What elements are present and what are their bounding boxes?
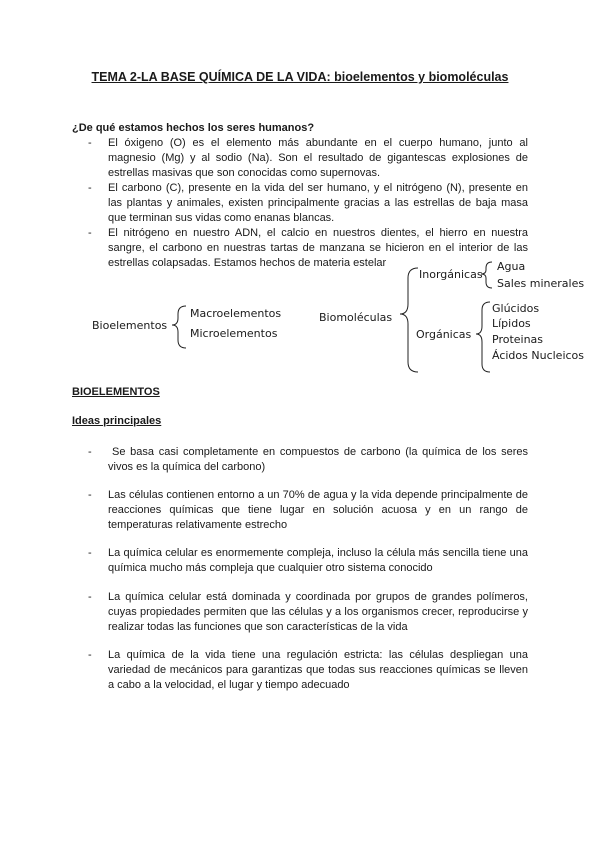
bioelementos-label: Bioelementos xyxy=(92,319,168,332)
bullet-marker: - xyxy=(88,182,92,194)
intro-bullet-3: El nitrógeno en nuestro ADN, el calcio en nuestros dientes, el hierro en nuestra sangre, el carbono en nuestras tartas de manzana se hicieron en el interior de las estrellas colapsadas. Estamos hechos de materia estelar xyxy=(108,227,528,269)
macroelementos-label: Macroelementos xyxy=(190,307,282,320)
bullet-marker: - xyxy=(88,547,92,559)
bullet-marker: - xyxy=(88,649,92,661)
agua-label: Agua xyxy=(497,260,526,273)
bullet-marker: - xyxy=(88,489,92,501)
acidos-nucleicos-label: Ácidos Nucleicos xyxy=(492,349,585,362)
subsection-heading-ideas: Ideas principales xyxy=(72,415,162,427)
organicas-label: Orgánicas xyxy=(416,328,472,341)
idea-1: Se basa casi completamente en compuestos de carbono (la química de los seres vivos es la química del carbono) xyxy=(108,446,528,473)
sales-minerales-label: Sales minerales xyxy=(497,277,585,290)
idea-3: La química celular es enormemente compleja, incluso la célula más sencilla tiene una química mucho más compleja que cualquier otro sistema conocido xyxy=(108,547,528,574)
page-title: TEMA 2-LA BASE QUÍMICA DE LA VIDA: bioelementos y biomoléculas xyxy=(91,70,509,84)
bullet-marker: - xyxy=(88,446,92,458)
glucidos-label: Glúcidos xyxy=(492,302,540,315)
idea-2: Las células contienen entorno a un 70% de agua y la vida depende principalmente de reacciones químicas que tiene lugar en solución acuosa y en un rango de temperaturas relativamente estrecho xyxy=(108,489,528,531)
proteinas-label: Proteinas xyxy=(492,333,544,346)
idea-5: La química de la vida tiene una regulación estricta: las células despliegan una variedad de mecánicos para garantizas que todas sus reacciones químicas se lleven a cabo a la velocidad, el lugar y tiempo adecuado xyxy=(108,649,528,691)
organicas-brace xyxy=(476,302,490,372)
idea-4: La química celular está dominada y coordinada por grupos de grandes polímeros, cuyas propiedades permiten que las células y a los organismos crecer, reproducirse y realizar todas las funciones que son características de la vida xyxy=(108,591,528,633)
biomoleculas-label: Biomoléculas xyxy=(319,311,393,324)
question-heading: ¿De qué estamos hechos los seres humanos? xyxy=(72,122,315,134)
lipidos-label: Lípidos xyxy=(492,317,531,330)
intro-bullet-1: El óxigeno (O) es el elemento más abundante en el cuerpo humano, junto al magnesio (Mg) y al sodio (Na). Son el resultado de gigantescas explosiones de estrellas masivas que son conocidas como supernovas. xyxy=(108,137,528,179)
section-heading-bioelementos: BIOELEMENTOS xyxy=(72,386,160,398)
microelementos-label: Microelementos xyxy=(190,327,278,340)
bullet-marker: - xyxy=(88,591,92,603)
bioelementos-brace xyxy=(172,306,186,348)
biomoleculas-brace xyxy=(400,268,418,372)
intro-bullet-2: El carbono (C), presente en la vida del ser humano, y el nitrógeno (N), presente en las plantas y animales, existen principalmente gracias a las estrellas de baja masa que terminan sus vidas como enanas blancas. xyxy=(108,182,528,224)
inorganicas-label: Inorgánicas xyxy=(419,268,483,281)
bullet-marker: - xyxy=(88,137,92,149)
bullet-marker: - xyxy=(88,227,92,239)
